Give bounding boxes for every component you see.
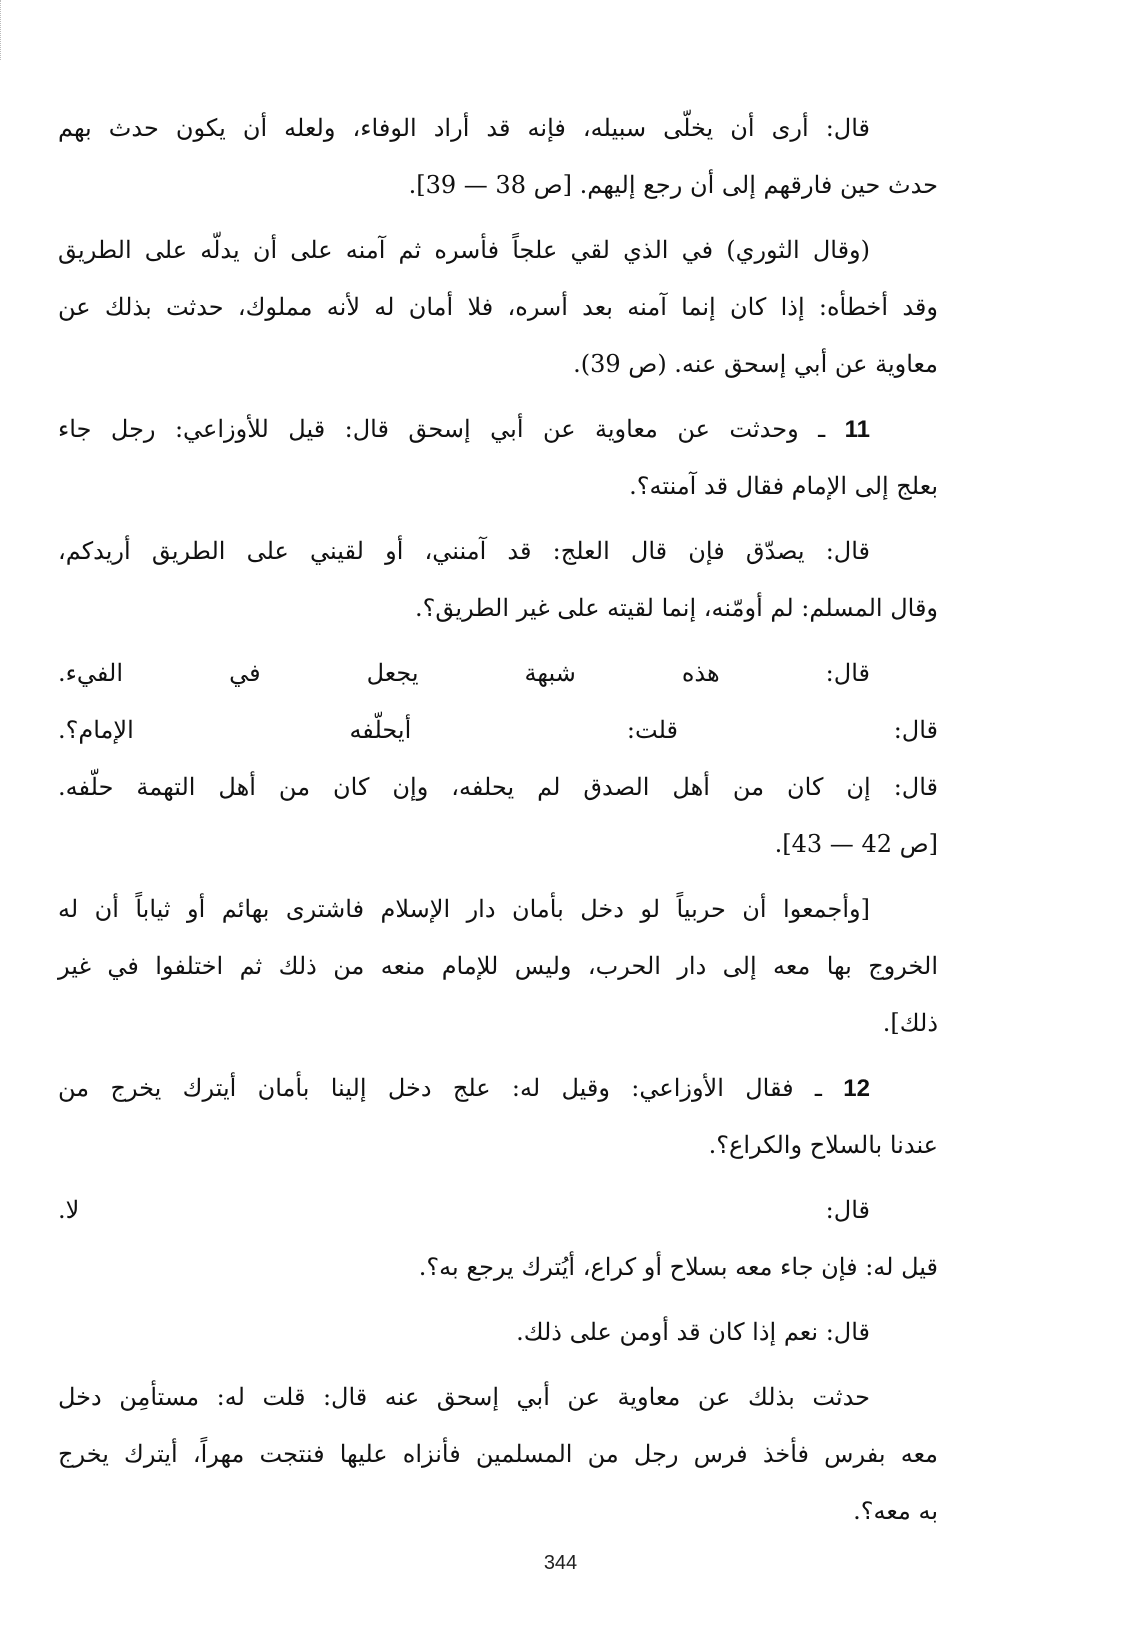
line-text: عندنا بالسلاح والكراع؟. xyxy=(708,1131,938,1159)
paragraph-p8 xyxy=(58,1182,938,1296)
scan-edge-mark xyxy=(0,0,7,60)
text-line xyxy=(58,580,938,637)
text-line xyxy=(58,702,938,759)
text-line xyxy=(58,645,938,702)
text-line xyxy=(58,995,938,1052)
text-line xyxy=(58,759,938,816)
line-text: ذلك]. xyxy=(882,1009,938,1037)
text-line xyxy=(58,1426,938,1483)
text-line xyxy=(58,100,938,157)
text-line xyxy=(58,336,938,393)
text-line xyxy=(58,1060,938,1117)
text-line xyxy=(58,1239,938,1296)
paragraph-p10 xyxy=(58,1369,938,1540)
text-line xyxy=(58,1369,938,1426)
line-text: حدث حين فارقهم إلى أن رجع إليهم. [ص 38 — 39]. xyxy=(408,171,938,199)
text-line xyxy=(58,279,938,336)
line-text: [ص 42 — 43]. xyxy=(774,830,938,858)
text-line xyxy=(58,458,938,515)
line-text: بعلج إلى الإمام فقال قد آمنته؟. xyxy=(629,472,938,500)
line-text: قال: نعم إذا كان قد أومن على ذلك. xyxy=(516,1318,870,1346)
text-line xyxy=(58,881,938,938)
text-line xyxy=(58,938,938,995)
item-number: 11 xyxy=(844,416,870,443)
item-number: 12 xyxy=(843,1075,870,1102)
line-text: [وأجمعوا أن حربياً لو دخل بأمان دار الإسلام فاشترى بهائم أو ثياباً أن له xyxy=(58,895,870,923)
line-text: معاوية عن أبي إسحق عنه. (ص 39). xyxy=(573,350,938,378)
text-line xyxy=(58,1304,938,1361)
text-line xyxy=(58,523,938,580)
line-text: به معه؟. xyxy=(853,1497,938,1525)
paragraph-p9 xyxy=(58,1304,938,1361)
paragraph-p4 xyxy=(58,523,938,637)
line-text: وقال المسلم: لم أومّنه، إنما لقيته على غير الطريق؟. xyxy=(415,594,938,622)
text-line xyxy=(58,816,938,873)
text-line xyxy=(58,1117,938,1174)
page-number: 344 xyxy=(543,1552,578,1574)
paragraph-p2 xyxy=(58,222,938,393)
text-line xyxy=(58,222,938,279)
line-text: ـ فقال الأوزاعي: وقيل له: علج دخل إلينا بأمان أيترك يخرج من xyxy=(58,1074,822,1102)
page-body xyxy=(58,100,938,1548)
text-line xyxy=(58,1182,938,1239)
line-text: قال: إن كان من أهل الصدق لم يحلفه، وإن كان من أهل التهمة حلّفه. xyxy=(58,773,938,801)
paragraph-p6 xyxy=(58,881,938,1052)
line-text: قال: قلت: أيحلّفه الإمام؟. xyxy=(58,716,938,744)
text-line xyxy=(58,157,938,214)
text-line xyxy=(58,1483,938,1540)
paragraph-p5 xyxy=(58,645,938,873)
line-text: قال: لا. xyxy=(58,1196,870,1224)
line-text: ـ وحدثت عن معاوية عن أبي إسحق قال: قيل للأوزاعي: رجل جاء xyxy=(58,415,826,443)
line-text: قال: يصدّق فإن قال العلج: قد آمنني، أو لقيني على الطريق أريدكم، xyxy=(58,537,871,565)
line-text: الخروج بها معه إلى دار الحرب، وليس للإمام منعه من ذلك ثم اختلفوا في غير xyxy=(58,952,938,980)
line-text: (وقال الثوري) في الذي لقي علجاً فأسره ثم آمنه على أن يدلّه على الطريق xyxy=(58,236,871,264)
line-text: قال: أرى أن يخلّى سبيله، فإنه قد أراد الوفاء، ولعله أن يكون حدث بهم xyxy=(58,114,870,142)
line-text: حدثت بذلك عن معاوية عن أبي إسحق عنه قال: قلت له: مستأمِن دخل xyxy=(58,1383,870,1411)
paragraph-p7 xyxy=(58,1060,938,1174)
paragraph-p3 xyxy=(58,401,938,515)
line-text: قيل له: فإن جاء معه بسلاح أو كراع، أيُترك يرجع به؟. xyxy=(418,1253,938,1281)
line-text: معه بفرس فأخذ فرس رجل من المسلمين فأنزاه عليها فنتجت مهراً، أيترك يخرج xyxy=(58,1440,938,1468)
line-text: وقد أخطأه: إذا كان إنما آمنه بعد أسره، فلا أمان له لأنه مملوك، حدثت بذلك عن xyxy=(58,293,938,321)
text-line xyxy=(58,401,938,458)
line-text: قال: هذه شبهة يجعل في الفيء. xyxy=(58,659,870,687)
paragraph-p1 xyxy=(58,100,938,214)
